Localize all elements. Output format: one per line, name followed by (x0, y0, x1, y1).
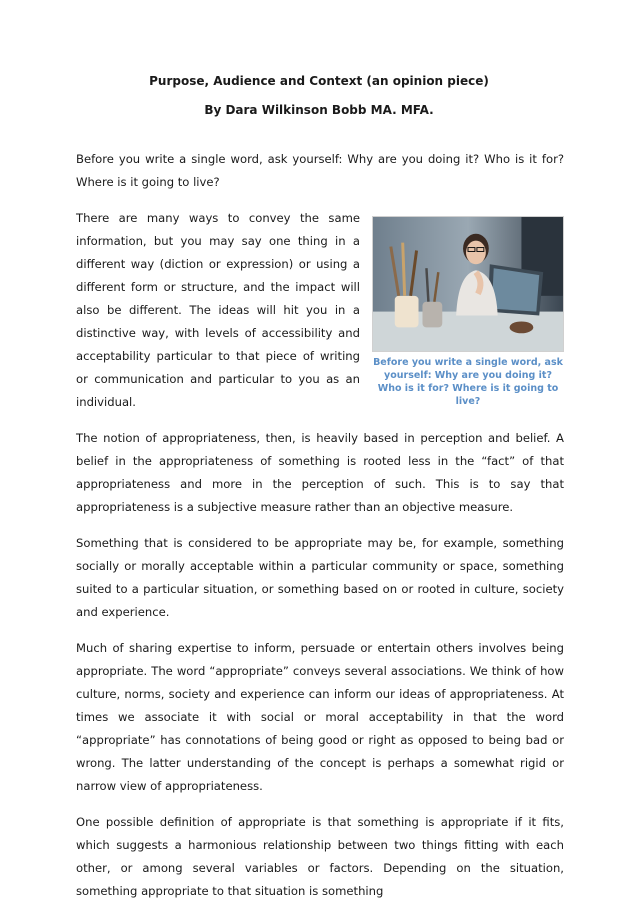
document-byline: By Dara Wilkinson Bobb MA. MFA. (204, 103, 434, 117)
figure-caption: Before you write a single word, ask yourself: Why are you doing it? Who is it for? Where is it going to live? (373, 357, 563, 407)
figure (372, 216, 564, 408)
paragraph-4: Something that is considered to be appropriate may be, for example, something socially or morally acceptable within a particular community or space, something suited to a particular situation, or something based on or rooted in culture, society and experience. (76, 536, 564, 619)
paragraph-1: Before you write a single word, ask yourself: Why are you doing it? Who is it for? Where is it going to live? (76, 152, 564, 189)
document-body (76, 148, 564, 916)
paragraph-2: There are many ways to convey the same information, but you may say one thing in a different way (diction or expression) or using a different form or structure, and the impact will also be different. The ideas will hit you in a distinctive way, with levels of accessibility and acceptability particular to that piece of writing or communication and particular to you as an individual. (76, 211, 360, 409)
paragraph-3: The notion of appropriateness, then, is heavily based in perception and belief. A belief in the appropriateness of something is rooted less in the “fact” of that appropriateness and more in the perception of such. This is to say that appropriateness is a subjective measure rather than an objective measure. (76, 431, 564, 514)
document-title: Purpose, Audience and Context (an opinion piece) (149, 74, 489, 88)
paragraph-5: Much of sharing expertise to inform, persuade or entertain others involves being appropriate. The word “appropriate” conveys several associations. We think of how culture, norms, society and experience can inform our ideas of appropriateness. At times we associate it with social or moral acceptability in that the word “appropriate” has connotations of being good or right as opposed to being bad or wrong. The latter understanding of the concept is perhaps a somewhat rigid or narrow view of appropriateness. (76, 641, 564, 793)
photo-woman-at-desk (372, 216, 564, 352)
paragraph-6: One possible definition of appropriate is that something is appropriate if it fits, which suggests a harmonious relationship between two things fitting with each other, or among several variables or factors. Depending on the situation, something appropriate to that situation is something (76, 815, 564, 898)
